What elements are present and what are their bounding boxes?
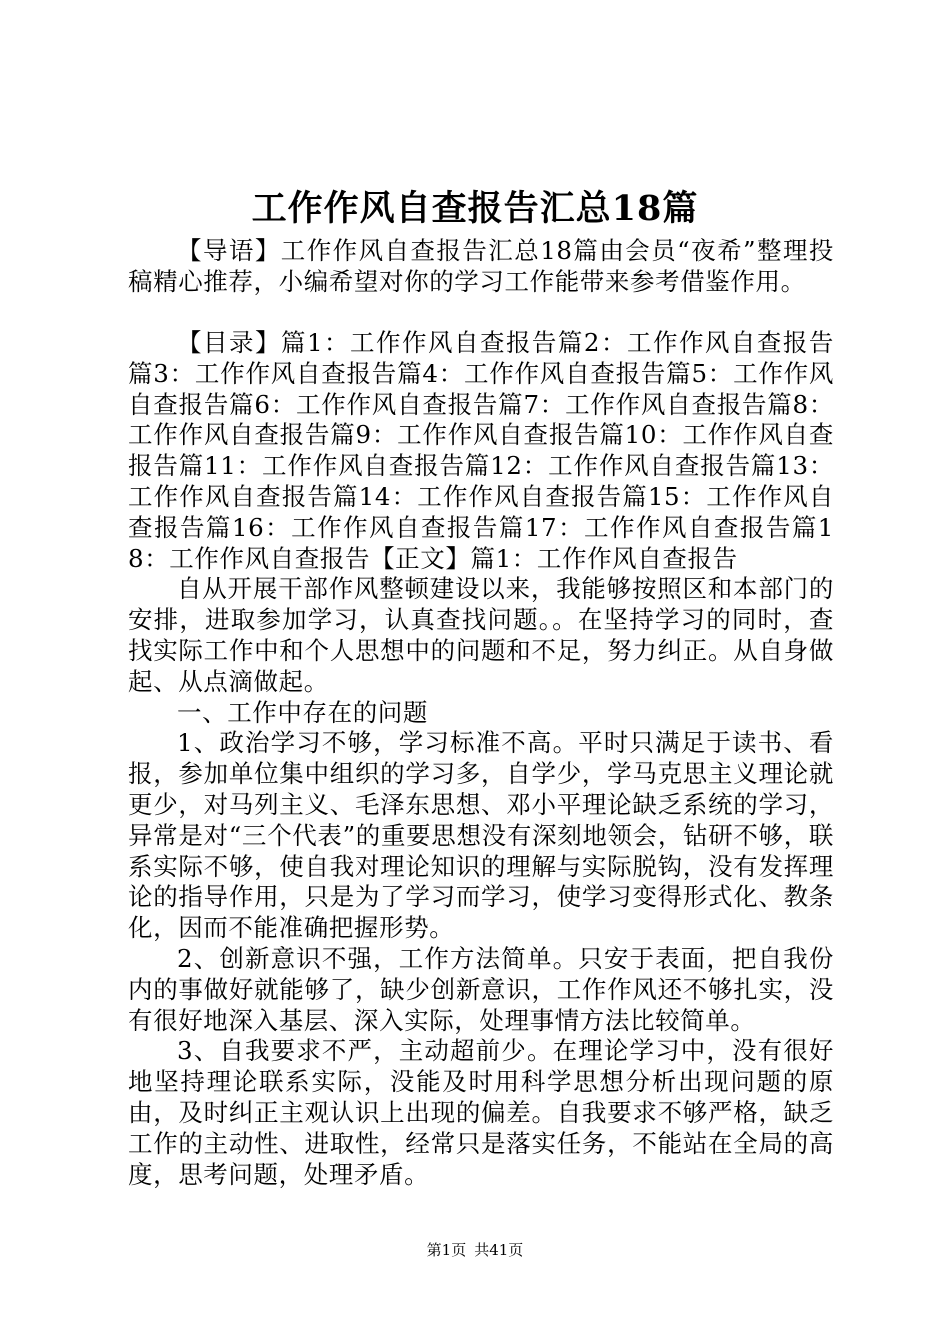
section-heading: 一、工作中存在的问题 xyxy=(177,697,428,727)
body-paragraph: 3、自我要求不严，主动超前少。在理论学习中，没有很好地坚持理论联系实际，没能及时用科学思想分析出现问题的原由，及时纠正主观认识上出现的偏差。自我要求不够严格，缺乏工作的主动性、进取性，经常只是落实任务，不能站在全局的高度，思考问题，处理矛盾。 xyxy=(128,1036,834,1189)
body-paragraph: 2、创新意识不强，工作方法简单。只安于表面，把自我份内的事做好就能够了，缺少创新意识，工作作风还不够扎实，没有很好地深入基层、深入实际，处理事情方法比较简单。 xyxy=(128,943,834,1035)
page-total: 共41页 xyxy=(474,1241,524,1259)
toc-paragraph: 【目录】篇1：工作作风自查报告篇2：工作作风自查报告篇3：工作作风自查报告篇4：工作作风自查报告篇5：工作作风自查报告篇6：工作作风自查报告篇7：工作作风自查报告篇8：工作作风自查报告篇9：工作作风自查报告篇10：工作作风自查报告篇11：工作作风自查报告篇12：工作作风自查报告篇13：工作作风自查报告篇14：工作作风自查报告篇15：工作作风自查报告篇16：工作作风自查报告篇17：工作作风自查报告篇18：工作作风自查报告【正文】篇1：工作作风自查报告 xyxy=(128,328,834,573)
document-title: 工作作风自查报告汇总18篇 xyxy=(251,188,699,229)
content-section xyxy=(128,328,834,1190)
body-paragraph: 1、政治学习不够，学习标准不高。平时只满足于读书、看报，参加单位集中组织的学习多，自学少，学马克思主义理论就更少，对马列主义、毛泽东思想、邓小平理论缺乏系统的学习，异常是对“三个代表”的重要思想没有深刻地领会，钻研不够，联系实际不够，使自我对理论知识的理解与实际脱钩，没有发挥理论的指导作用，只是为了学习而学习，使学习变得形式化、教条化，因而不能准确把握形势。 xyxy=(128,728,834,943)
page-footer xyxy=(0,1240,950,1260)
body-paragraph: 自从开展干部作风整顿建设以来，我能够按照区和本部门的安排，进取参加学习，认真查找问题。。在坚持学习的同时，查找实际工作中和个人思想中的问题和不足，努力纠正。从自身做起、从点滴做起。 xyxy=(128,574,834,696)
intro-paragraph: 【导语】工作作风自查报告汇总18篇由会员“夜希”整理投稿精心推荐，小编希望对你的学习工作能带来参考借鉴作用。 xyxy=(128,236,834,296)
page-number: 第1页 xyxy=(426,1241,467,1259)
intro-section xyxy=(128,236,834,298)
